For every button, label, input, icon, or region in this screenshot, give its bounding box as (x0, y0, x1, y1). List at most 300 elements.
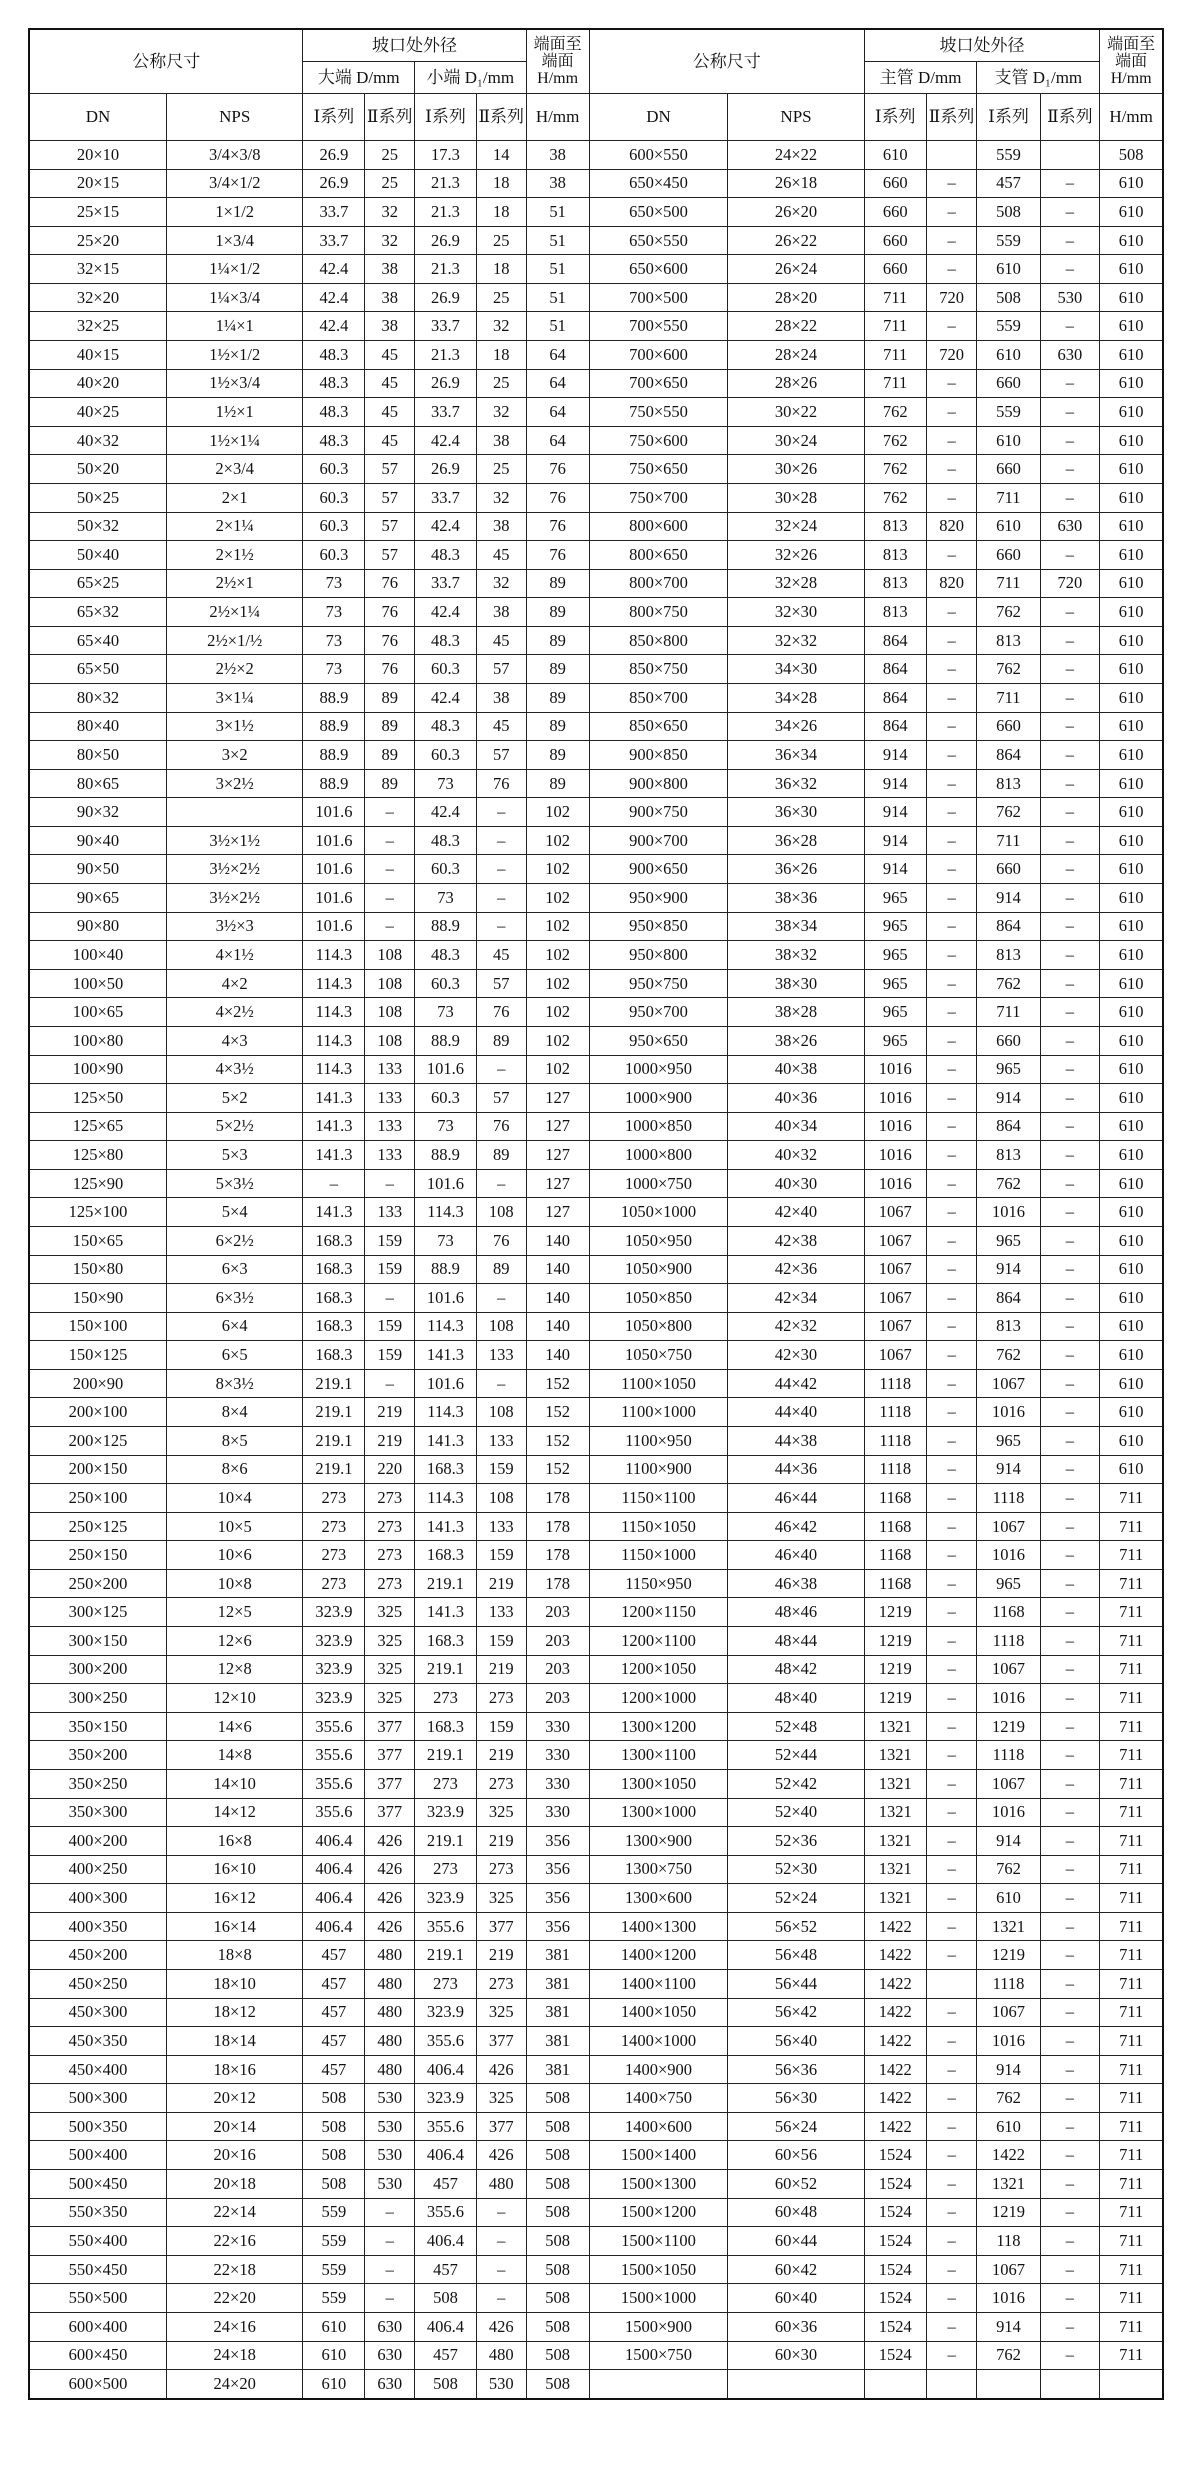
branch-od-series2-cell: – (1040, 1541, 1100, 1570)
small-od-series2-cell: 18 (476, 341, 526, 370)
run-od-series1-cell: 1118 (864, 1398, 926, 1427)
run-od-series2-cell: – (926, 2112, 977, 2141)
small-od-series2-cell: 57 (476, 969, 526, 998)
height-cell: 102 (526, 998, 589, 1027)
height-cell: 508 (526, 2255, 589, 2284)
run-od-series2-cell: – (926, 769, 977, 798)
branch-od-series1-cell: 864 (977, 1112, 1040, 1141)
height-cell: 508 (526, 2370, 589, 2399)
branch-od-series1-cell (977, 2370, 1040, 2399)
run-od-series1-cell: 1067 (864, 1226, 926, 1255)
height-cell: 711 (1100, 1769, 1163, 1798)
height-cell: 76 (526, 455, 589, 484)
small-od-series1-cell: 508 (414, 2370, 476, 2399)
run-od-series1-cell: 1422 (864, 2084, 926, 2113)
nps-cell: 52×44 (728, 1741, 864, 1770)
small-od-series2-cell: 18 (476, 255, 526, 284)
small-od-series1-cell: 33.7 (414, 483, 476, 512)
large-od-series2-cell: 530 (365, 2112, 415, 2141)
small-od-series1-cell: 219.1 (414, 1741, 476, 1770)
branch-od-series2-cell (1040, 141, 1100, 170)
nps-cell: 44×36 (728, 1455, 864, 1484)
run-od-series1-cell: 1422 (864, 2055, 926, 2084)
large-od-series2-cell: 108 (365, 998, 415, 1027)
run-od-series2-cell: – (926, 1484, 977, 1513)
large-od-series2-cell: 426 (365, 1855, 415, 1884)
height-cell: 610 (1100, 683, 1163, 712)
branch-od-series2-cell: – (1040, 255, 1100, 284)
dn-cell: 1500×1200 (589, 2198, 728, 2227)
small-od-series1-cell: 21.3 (414, 341, 476, 370)
branch-od-series1-cell: 1016 (977, 2027, 1040, 2056)
dn-cell: 1200×1100 (589, 1627, 728, 1656)
large-od-series1-cell: 114.3 (303, 1026, 365, 1055)
nps-cell: 52×42 (728, 1769, 864, 1798)
dn-cell: 100×65 (29, 998, 167, 1027)
height-cell: 330 (526, 1769, 589, 1798)
nps-cell: 30×26 (728, 455, 864, 484)
small-od-series1-cell: 323.9 (414, 1884, 476, 1913)
nps-cell: 60×36 (728, 2312, 864, 2341)
small-od-series2-cell: 133 (476, 1341, 526, 1370)
table-row (29, 1627, 1163, 1656)
large-od-series1-cell: 457 (303, 2055, 365, 2084)
run-od-series2-cell: – (926, 1884, 977, 1913)
branch-od-series2-cell (1040, 2370, 1100, 2399)
table-row (29, 2198, 1163, 2227)
table-row (29, 198, 1163, 227)
height-cell: 127 (526, 1141, 589, 1170)
height-cell: 711 (1100, 1627, 1163, 1656)
dn-cell: 950×700 (589, 998, 728, 1027)
small-od-series2-cell: 273 (476, 1855, 526, 1884)
large-od-series2-cell: 273 (365, 1512, 415, 1541)
small-od-series1-cell: 219.1 (414, 1827, 476, 1856)
height-cell: 330 (526, 1712, 589, 1741)
run-od-series1-cell: 813 (864, 569, 926, 598)
table-row (29, 312, 1163, 341)
large-od-series2-cell: 133 (365, 1055, 415, 1084)
large-od-series1-cell: 42.4 (303, 312, 365, 341)
small-od-series2-cell: – (476, 855, 526, 884)
large-od-series1-cell: 168.3 (303, 1255, 365, 1284)
table-row (29, 2341, 1163, 2370)
table-row (29, 1055, 1163, 1084)
nps-cell: 10×6 (167, 1541, 303, 1570)
dn-cell: 200×125 (29, 1427, 167, 1456)
large-od-series1-cell: 88.9 (303, 683, 365, 712)
branch-pipe-header: 支管 D₁/mm (977, 62, 1100, 94)
branch-od-series2-cell: – (1040, 1341, 1100, 1370)
dn-cell: 1100×1050 (589, 1369, 728, 1398)
dn-cell: 800×600 (589, 512, 728, 541)
small-od-series1-cell: 457 (414, 2255, 476, 2284)
run-od-series2-cell: – (926, 1455, 977, 1484)
large-od-series1-cell: 141.3 (303, 1141, 365, 1170)
height-cell: 203 (526, 1655, 589, 1684)
height-cell: 610 (1100, 1312, 1163, 1341)
large-od-series1-cell: 406.4 (303, 1855, 365, 1884)
nps-cell: 22×14 (167, 2198, 303, 2227)
small-od-series2-cell: – (476, 912, 526, 941)
small-od-series1-cell: 355.6 (414, 2112, 476, 2141)
height-cell: 711 (1100, 2055, 1163, 2084)
large-od-series1-cell: 323.9 (303, 1684, 365, 1713)
large-od-series1-cell: 42.4 (303, 283, 365, 312)
dn-cell: 40×32 (29, 426, 167, 455)
small-od-series2-cell: 219 (476, 1827, 526, 1856)
nps-cell: 60×48 (728, 2198, 864, 2227)
branch-od-series2-cell: – (1040, 2141, 1100, 2170)
table-row (29, 598, 1163, 627)
branch-od-series2-cell: – (1040, 1369, 1100, 1398)
nps-cell: 60×42 (728, 2255, 864, 2284)
nps-cell: 46×40 (728, 1541, 864, 1570)
branch-od-series2-cell: – (1040, 1169, 1100, 1198)
dn-cell: 1400×1100 (589, 1970, 728, 1999)
small-od-series1-cell: 73 (414, 1226, 476, 1255)
run-od-series1-cell: 1321 (864, 1769, 926, 1798)
height-cell: 711 (1100, 2112, 1163, 2141)
branch-od-series1-cell: 965 (977, 1226, 1040, 1255)
table-row (29, 283, 1163, 312)
nps-cell: 20×16 (167, 2141, 303, 2170)
branch-od-series1-cell: 508 (977, 283, 1040, 312)
run-od-series2-cell: – (926, 455, 977, 484)
run-od-series1-cell: 1219 (864, 1655, 926, 1684)
run-od-series1-cell: 1524 (864, 2255, 926, 2284)
small-od-series1-cell: 33.7 (414, 312, 476, 341)
branch-od-series2-cell: 630 (1040, 512, 1100, 541)
dn-cell: 850×750 (589, 655, 728, 684)
large-od-series1-cell: 26.9 (303, 141, 365, 170)
table-row (29, 798, 1163, 827)
run-od-series2-cell: – (926, 1312, 977, 1341)
small-od-series2-cell: 57 (476, 655, 526, 684)
nps-cell: 46×44 (728, 1484, 864, 1513)
table-row (29, 741, 1163, 770)
large-od-series1-cell: 457 (303, 1941, 365, 1970)
large-od-series2-cell: 38 (365, 255, 415, 284)
small-od-series1-cell: 60.3 (414, 741, 476, 770)
height-cell: 711 (1100, 2227, 1163, 2256)
run-od-series1-cell: 1168 (864, 1512, 926, 1541)
small-od-series2-cell: 377 (476, 1912, 526, 1941)
dn-cell: 1400×1200 (589, 1941, 728, 1970)
large-od-series2-cell: 133 (365, 1141, 415, 1170)
nps-cell (167, 798, 303, 827)
branch-od-series2-cell: – (1040, 2027, 1100, 2056)
nps-cell: 3/4×3/8 (167, 141, 303, 170)
height-cell: 76 (526, 541, 589, 570)
nominal-size-header: 公称尺寸 (589, 29, 864, 94)
small-od-series1-cell: 60.3 (414, 1084, 476, 1113)
height-cell: 610 (1100, 1341, 1163, 1370)
run-od-series1-cell: 1321 (864, 1798, 926, 1827)
small-od-series1-cell: 406.4 (414, 2141, 476, 2170)
branch-od-series1-cell: 914 (977, 1455, 1040, 1484)
nps-cell: 1¼×3/4 (167, 283, 303, 312)
dn-cell: 700×550 (589, 312, 728, 341)
run-od-series1-cell: 1118 (864, 1455, 926, 1484)
run-od-series2-cell: – (926, 1398, 977, 1427)
large-od-series1-cell: 48.3 (303, 398, 365, 427)
large-od-series2-cell: 480 (365, 2055, 415, 2084)
nps-cell: 56×44 (728, 1970, 864, 1999)
branch-od-series2-cell: – (1040, 1084, 1100, 1113)
run-od-series2-cell: – (926, 1769, 977, 1798)
run-od-series2-cell: – (926, 1655, 977, 1684)
nps-cell: 24×20 (167, 2370, 303, 2399)
table-row (29, 1769, 1163, 1798)
branch-od-series1-cell: 610 (977, 2112, 1040, 2141)
nps-cell: 30×22 (728, 398, 864, 427)
height-cell: 711 (1100, 1712, 1163, 1741)
dn-cell: 650×550 (589, 226, 728, 255)
small-od-series1-cell: 508 (414, 2284, 476, 2313)
branch-od-series1-cell: 1067 (977, 1769, 1040, 1798)
branch-od-series2-cell: – (1040, 769, 1100, 798)
height-cell: 127 (526, 1112, 589, 1141)
run-od-series2-cell: – (926, 1141, 977, 1170)
height-cell: 711 (1100, 1569, 1163, 1598)
run-od-series2-cell: – (926, 998, 977, 1027)
table-row (29, 426, 1163, 455)
nps-cell: 1¼×1/2 (167, 255, 303, 284)
height-cell: 610 (1100, 1141, 1163, 1170)
nps-cell: 60×56 (728, 2141, 864, 2170)
height-cell: 711 (1100, 2141, 1163, 2170)
branch-od-series2-cell: – (1040, 369, 1100, 398)
small-od-series2-cell: 273 (476, 1684, 526, 1713)
branch-od-series1-cell: 1118 (977, 1627, 1040, 1656)
table-row (29, 1884, 1163, 1913)
height-cell: 381 (526, 1998, 589, 2027)
large-od-series2-cell: – (365, 2198, 415, 2227)
dn-cell: 125×80 (29, 1141, 167, 1170)
large-od-series1-cell: 323.9 (303, 1627, 365, 1656)
run-od-series1-cell: 1422 (864, 1998, 926, 2027)
large-od-series2-cell: 133 (365, 1198, 415, 1227)
branch-od-series1-cell: 1219 (977, 2198, 1040, 2227)
run-od-series2-cell: – (926, 1855, 977, 1884)
run-od-series1-cell: 1524 (864, 2284, 926, 2313)
height-cell: 610 (1100, 226, 1163, 255)
table-row (29, 998, 1163, 1027)
large-od-series2-cell: 219 (365, 1398, 415, 1427)
dn-cell: 1150×1050 (589, 1512, 728, 1541)
run-od-series1-cell: 610 (864, 141, 926, 170)
run-od-series2-cell: – (926, 1255, 977, 1284)
large-od-series1-cell: 355.6 (303, 1741, 365, 1770)
height-cell: 711 (1100, 1512, 1163, 1541)
run-od-series1-cell: 1321 (864, 1827, 926, 1856)
nps-cell: 22×20 (167, 2284, 303, 2313)
large-od-series1-cell: 323.9 (303, 1655, 365, 1684)
run-od-series2-cell: 720 (926, 283, 977, 312)
large-od-series2-cell: – (365, 855, 415, 884)
run-od-series1-cell: 965 (864, 969, 926, 998)
run-od-series2-cell: – (926, 2027, 977, 2056)
large-od-series1-cell: 141.3 (303, 1112, 365, 1141)
dn-cell: 1100×900 (589, 1455, 728, 1484)
run-od-series2-cell: – (926, 884, 977, 913)
small-od-series1-cell: 168.3 (414, 1627, 476, 1656)
run-od-series1-cell: 1422 (864, 2112, 926, 2141)
small-od-series2-cell: 159 (476, 1627, 526, 1656)
dn-cell: 850×700 (589, 683, 728, 712)
dn-cell: 950×650 (589, 1026, 728, 1055)
large-od-series1-cell: 88.9 (303, 741, 365, 770)
nps-cell: 40×36 (728, 1084, 864, 1113)
table-row (29, 398, 1163, 427)
large-od-series1-cell: 60.3 (303, 455, 365, 484)
dn-header: DN (29, 94, 167, 141)
nps-cell: 2×1¼ (167, 512, 303, 541)
table-row (29, 2027, 1163, 2056)
table-row (29, 1569, 1163, 1598)
nps-cell: 2×1½ (167, 541, 303, 570)
large-od-series1-cell: 323.9 (303, 1598, 365, 1627)
small-od-series2-cell: 32 (476, 398, 526, 427)
nps-cell: 42×40 (728, 1198, 864, 1227)
run-od-series1-cell: 1067 (864, 1198, 926, 1227)
large-od-series1-cell: 610 (303, 2312, 365, 2341)
dn-cell: 1000×900 (589, 1084, 728, 1113)
run-od-series1-cell: 711 (864, 369, 926, 398)
small-od-series1-cell: 48.3 (414, 826, 476, 855)
nps-cell: 4×2 (167, 969, 303, 998)
height-cell: 610 (1100, 1369, 1163, 1398)
dn-cell: 750×600 (589, 426, 728, 455)
height-cell: 89 (526, 683, 589, 712)
height-cell: 610 (1100, 798, 1163, 827)
height-cell: 508 (1100, 141, 1163, 170)
dn-cell: 700×500 (589, 283, 728, 312)
table-row (29, 1169, 1163, 1198)
branch-od-series2-cell: 530 (1040, 283, 1100, 312)
nps-cell: 10×4 (167, 1484, 303, 1513)
large-od-series2-cell: 32 (365, 198, 415, 227)
nps-header: NPS (167, 94, 303, 141)
run-od-series1-cell: 965 (864, 998, 926, 1027)
nps-cell: 52×36 (728, 1827, 864, 1856)
branch-od-series2-cell: – (1040, 2227, 1100, 2256)
large-od-series1-cell: 219.1 (303, 1427, 365, 1456)
small-od-series2-cell: 38 (476, 598, 526, 627)
dn-cell: 400×300 (29, 1884, 167, 1913)
nps-cell: 5×2 (167, 1084, 303, 1113)
run-od-series1-cell: 1067 (864, 1312, 926, 1341)
dn-cell: 1200×1000 (589, 1684, 728, 1713)
height-cell: 610 (1100, 884, 1163, 913)
dn-cell: 1500×1400 (589, 2141, 728, 2170)
table-row (29, 941, 1163, 970)
height-cell: 610 (1100, 426, 1163, 455)
run-od-series2-cell (926, 2370, 977, 2399)
run-od-series1-cell: 1321 (864, 1712, 926, 1741)
dn-cell: 500×300 (29, 2084, 167, 2113)
branch-od-series2-cell: – (1040, 2284, 1100, 2313)
run-od-series1-cell: 1016 (864, 1169, 926, 1198)
branch-od-series2-cell: – (1040, 1455, 1100, 1484)
large-od-series2-cell: 159 (365, 1226, 415, 1255)
run-od-series1-cell: 1321 (864, 1741, 926, 1770)
run-od-series2-cell: – (926, 1198, 977, 1227)
run-od-series2-cell: – (926, 855, 977, 884)
height-cell: 102 (526, 826, 589, 855)
branch-od-series1-cell: 914 (977, 2312, 1040, 2341)
height-cell: 356 (526, 1855, 589, 1884)
table-row (29, 1912, 1163, 1941)
small-od-series1-cell: 48.3 (414, 941, 476, 970)
height-cell: 330 (526, 1798, 589, 1827)
small-od-series1-cell: 21.3 (414, 198, 476, 227)
branch-od-series2-cell: 630 (1040, 341, 1100, 370)
height-cell: 381 (526, 2027, 589, 2056)
table-row (29, 826, 1163, 855)
small-od-series2-cell: 14 (476, 141, 526, 170)
height-cell: 610 (1100, 969, 1163, 998)
large-od-series1-cell: 508 (303, 2141, 365, 2170)
small-od-series1-cell: 114.3 (414, 1398, 476, 1427)
dn-cell: 100×80 (29, 1026, 167, 1055)
large-od-series1-cell: 73 (303, 569, 365, 598)
branch-od-series2-cell: – (1040, 884, 1100, 913)
small-od-series1-cell: 219.1 (414, 1655, 476, 1684)
height-cell: 330 (526, 1741, 589, 1770)
branch-od-series1-cell: 610 (977, 255, 1040, 284)
branch-od-series2-cell: – (1040, 2255, 1100, 2284)
height-cell: 711 (1100, 1998, 1163, 2027)
table-row (29, 1112, 1163, 1141)
dn-cell: 150×65 (29, 1226, 167, 1255)
height-cell: 508 (526, 2312, 589, 2341)
run-od-series2-cell: – (926, 1541, 977, 1570)
table-row (29, 2312, 1163, 2341)
bevel-od-header: 坡口处外径 (864, 29, 1100, 62)
small-od-series1-cell: 101.6 (414, 1055, 476, 1084)
small-od-series2-cell: 32 (476, 569, 526, 598)
small-od-series1-cell: 60.3 (414, 855, 476, 884)
run-od-series1-cell: 1219 (864, 1627, 926, 1656)
nps-cell: 5×3 (167, 1141, 303, 1170)
large-od-series1-cell: 406.4 (303, 1827, 365, 1856)
height-cell: 610 (1100, 626, 1163, 655)
small-od-series1-cell: 101.6 (414, 1169, 476, 1198)
large-od-series2-cell: 57 (365, 512, 415, 541)
large-od-series2-cell: 108 (365, 1026, 415, 1055)
small-od-series2-cell: – (476, 2198, 526, 2227)
height-cell: 178 (526, 1541, 589, 1570)
nps-cell: 34×28 (728, 683, 864, 712)
branch-od-series1-cell: 711 (977, 826, 1040, 855)
height-cell: 89 (526, 569, 589, 598)
height-cell: 711 (1100, 1912, 1163, 1941)
table-row (29, 2255, 1163, 2284)
table-row (29, 1712, 1163, 1741)
table-row (29, 541, 1163, 570)
table-row (29, 2227, 1163, 2256)
h-unit-header: H/mm (1100, 94, 1163, 141)
large-od-series2-cell: 273 (365, 1484, 415, 1513)
height-cell: 610 (1100, 1226, 1163, 1255)
small-od-series1-cell: 219.1 (414, 1569, 476, 1598)
branch-od-series2-cell: – (1040, 541, 1100, 570)
height-cell: 711 (1100, 2198, 1163, 2227)
branch-od-series2-cell: – (1040, 1284, 1100, 1313)
height-cell: 610 (1100, 198, 1163, 227)
